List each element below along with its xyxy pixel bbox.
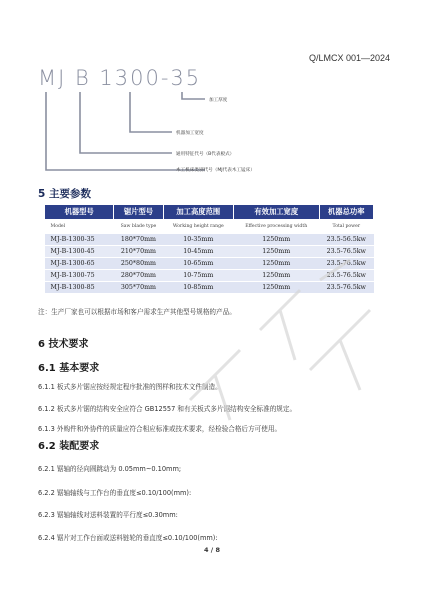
table-row	[45, 270, 374, 282]
table-row	[45, 246, 374, 258]
diagram-label-width: 机器加工宽度	[176, 131, 204, 136]
diagram-label-thickness: 加工厚度	[209, 98, 228, 103]
table-cell: 23.5-76.5kw	[319, 282, 373, 294]
table-cell: 23.5-56.5kw	[319, 234, 373, 246]
table-cell: 23.5-76.5kw	[319, 270, 373, 282]
section-6-heading: 6 技术要求	[38, 339, 89, 350]
table-header-row	[45, 205, 374, 220]
table-cell: 305*70mm	[114, 282, 163, 294]
section-6-2-heading: 6.2 装配要求	[38, 441, 100, 452]
table-cell: 1250mm	[233, 258, 319, 270]
table-cell: 180*70mm	[114, 234, 163, 246]
table-row	[45, 282, 374, 294]
column-subheader: Model	[45, 220, 114, 234]
table-cell: MJ-B-1300-45	[45, 246, 114, 258]
column-header: 机器总功率	[319, 205, 373, 220]
page-number: 4 / 8	[204, 546, 220, 554]
column-header: 有效加工宽度	[233, 205, 319, 220]
table-cell: 1250mm	[233, 234, 319, 246]
paragraph-6-2-2: 6.2.2 锯轴轴线与工作台的垂直度≤0.10/100(mm):	[38, 489, 192, 497]
column-subheader: Working height range	[163, 220, 233, 234]
table-cell: 210*70mm	[114, 246, 163, 258]
table-note: 注：生产厂家也可以根据市场和客户需求生产其他型号规格的产品。	[38, 308, 236, 316]
table-cell: MJ-B-1300-85	[45, 282, 114, 294]
diagram-label-category: 木工机床类别代号（MJ代表木工锰床）	[176, 168, 255, 173]
model-designation-code: MJ B 1300-35	[38, 66, 202, 90]
table-cell: 10-75mm	[163, 270, 233, 282]
section-6-1-heading: 6.1 基本要求	[38, 363, 100, 374]
table-cell: 1250mm	[233, 246, 319, 258]
table-cell: 10-35mm	[163, 234, 233, 246]
diagram-label-feature: 通用特征代号（B代表板式）	[176, 152, 235, 157]
table-row	[45, 234, 374, 246]
table-cell: MJ-B-1300-75	[45, 270, 114, 282]
paragraph-6-2-4: 6.2.4 锯片对工作台面或送料链轮的垂直度≤0.10/100(mm):	[38, 534, 218, 542]
table-cell: 23.5-76.5kw	[319, 246, 373, 258]
column-subheader: Effective processing width	[233, 220, 319, 234]
table-cell: 10-65mm	[163, 258, 233, 270]
table-cell: 250*80mm	[114, 258, 163, 270]
table-cell: 1250mm	[233, 282, 319, 294]
paragraph-6-1-1: 6.1.1 板式多片锯应按经规定程序批准的图样和技术文件制造。	[38, 383, 222, 391]
paragraph-6-2-3: 6.2.3 锯轴轴线对送料装置的平行度≤0.30mm:	[38, 511, 178, 519]
column-header: 加工高度范围	[163, 205, 233, 220]
paragraph-6-1-3: 6.1.3 外购件和外协件的质量应符合相应标准或技术要求，经检验合格后方可使用。	[38, 425, 282, 433]
table-cell: 10-45mm	[163, 246, 233, 258]
paragraph-6-2-1: 6.2.1 锯轴的径向圆跳动为 0.05mm~0.10mm;	[38, 465, 182, 473]
document-code: Q/LMCX 001—2024	[308, 53, 390, 63]
column-subheader: Saw blade type	[114, 220, 163, 234]
table-cell: 10-85mm	[163, 282, 233, 294]
column-subheader: Total power	[319, 220, 373, 234]
table-cell: MJ-B-1300-65	[45, 258, 114, 270]
column-header: 锯片型号	[114, 205, 163, 220]
column-header: 机器型号	[45, 205, 114, 220]
section-5-heading: 5 主要参数	[38, 188, 91, 200]
parameters-table	[44, 204, 374, 294]
table-subheader-row	[45, 220, 374, 234]
table-cell: 23.5-76.5kw	[319, 258, 373, 270]
paragraph-6-1-2: 6.1.2 板式多片锯的结构安全应符合 GB12557 和有关板式多片锯结构安全标准的规定。	[38, 405, 297, 413]
table-cell: 1250mm	[233, 270, 319, 282]
table-row	[45, 258, 374, 270]
table-cell: MJ-B-1300-35	[45, 234, 114, 246]
table-cell: 280*70mm	[114, 270, 163, 282]
